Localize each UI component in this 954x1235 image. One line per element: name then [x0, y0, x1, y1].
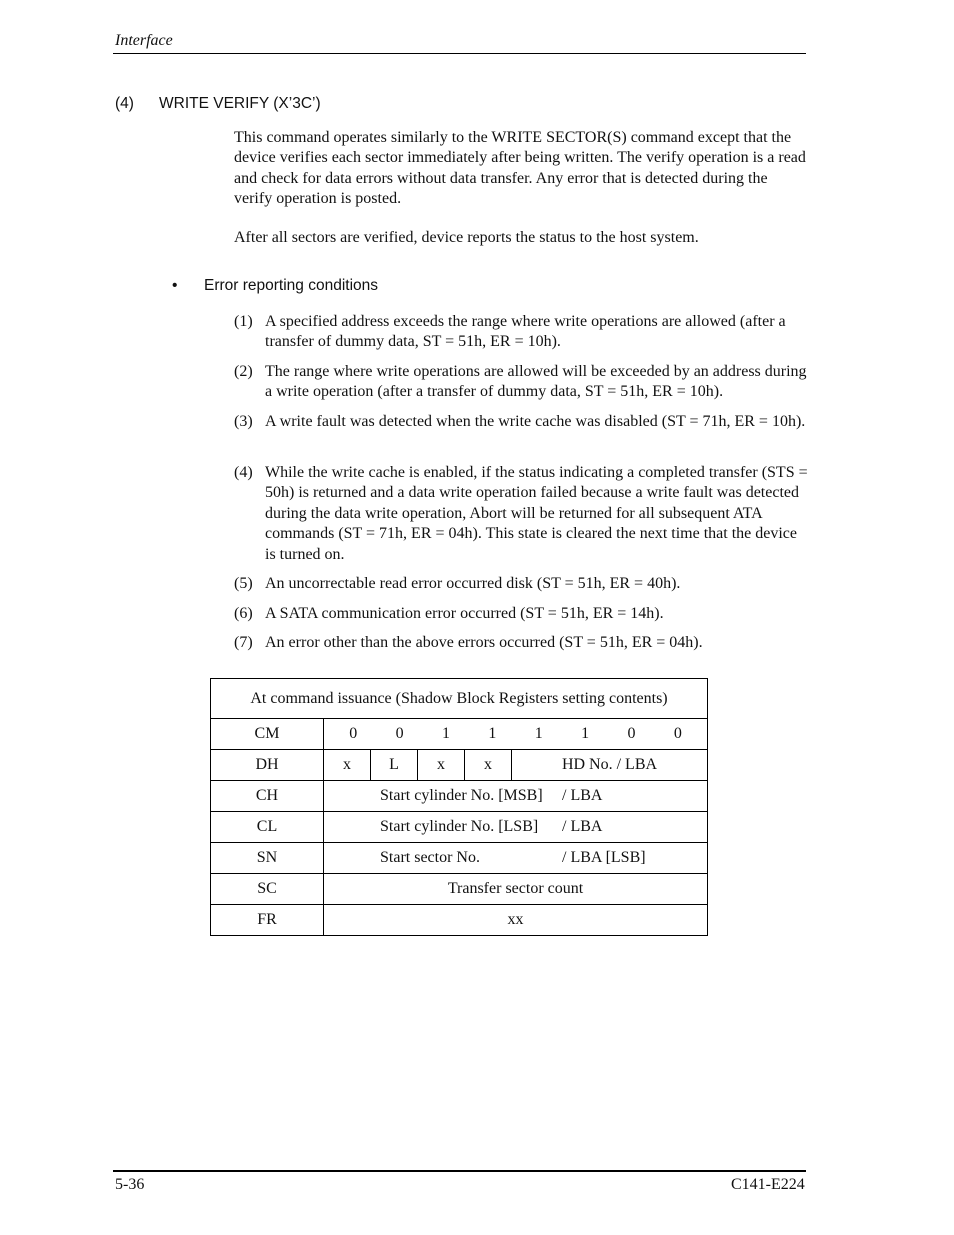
dh-bit-5: x: [418, 750, 465, 781]
condition-number: (5): [234, 575, 253, 592]
bit-1: 0: [627, 725, 636, 742]
bit-0: 0: [673, 725, 682, 742]
condition-number: (6): [234, 605, 253, 622]
bit-7: 0: [349, 725, 358, 742]
condition-text: The range where write operations are allowed will be exceeded by an address during a write operation (after a transfer of dummy data, ST = 51h, ER = 10h).: [265, 363, 807, 401]
bit-5: 1: [441, 725, 450, 742]
bit-3: 1: [534, 725, 543, 742]
sc-description: Transfer sector count: [324, 874, 708, 905]
condition-number: (1): [234, 313, 253, 330]
footer-rule: [113, 1170, 806, 1172]
status-paragraph: After all sectors are verified, device reports the status to the host system.: [234, 229, 699, 246]
condition-text: An uncorrectable read error occurred disk (ST = 51h, ER = 40h).: [265, 575, 681, 592]
description-paragraph: This command operates similarly to the WRITE SECTOR(S) command except that the device verifies each sector immediately after being written. The verify operation is a read and check for data errors without data transfer. Any error that is detected during the verify operation is posted.: [234, 129, 806, 208]
dh-head-lba: HD No. / LBA: [512, 750, 708, 781]
condition-text: A SATA communication error occurred (ST = 51h, ER = 14h).: [265, 605, 664, 622]
register-label-ch: CH: [211, 781, 324, 812]
condition-number: (4): [234, 464, 253, 481]
dh-bit-6: L: [371, 750, 418, 781]
bit-6: 0: [395, 725, 404, 742]
section-title: WRITE VERIFY (X’3C’): [159, 95, 321, 112]
register-label-dh: DH: [211, 750, 324, 781]
dh-bit-7: x: [324, 750, 371, 781]
condition-text: While the write cache is enabled, if the status indicating a completed transfer (STS = 50h) is returned and a data write operation failed because a write fault was detected during the data write operation, Abort will be returned for all subsequent ATA commands (ST = 71h, ER = 04h). This state is cleared the next time that the device is turned on.: [265, 464, 808, 563]
condition-number: (7): [234, 634, 253, 651]
bit-2: 1: [581, 725, 590, 742]
ch-description: Start cylinder No. [MSB]: [380, 787, 543, 804]
register-label-sn: SN: [211, 843, 324, 874]
document-id: C141-E224: [731, 1176, 805, 1193]
running-header: Interface: [115, 32, 173, 49]
sn-contents: [324, 843, 708, 874]
ch-contents: [324, 781, 708, 812]
condition-text: A write fault was detected when the write cache was disabled (ST = 71h, ER = 10h).: [265, 413, 806, 430]
ch-lba: / LBA: [562, 787, 603, 804]
cl-description: Start cylinder No. [LSB]: [380, 818, 539, 835]
cl-lba: / LBA: [562, 818, 603, 835]
dh-bit-4: x: [465, 750, 512, 781]
sn-lba: / LBA [LSB]: [562, 849, 646, 866]
shadow-register-table: [210, 678, 708, 936]
header-rule: [113, 53, 806, 54]
fr-description: xx: [324, 905, 708, 936]
bit-4: 1: [488, 725, 497, 742]
register-label-sc: SC: [211, 874, 324, 905]
sn-description: Start sector No.: [380, 849, 480, 866]
condition-text: A specified address exceeds the range where write operations are allowed (after a transfer of dummy data, ST = 51h, ER = 10h).: [265, 313, 786, 351]
page-number: 5-36: [115, 1176, 145, 1193]
bullet-marker: •: [172, 277, 178, 294]
section-number: (4): [115, 95, 134, 112]
error-reporting-heading: Error reporting conditions: [204, 277, 379, 294]
condition-text: An error other than the above errors occurred (ST = 51h, ER = 04h).: [265, 634, 703, 651]
register-label-cm: CM: [211, 719, 324, 750]
table-caption: At command issuance (Shadow Block Registers setting contents): [211, 679, 708, 719]
register-label-fr: FR: [211, 905, 324, 936]
condition-number: (2): [234, 363, 253, 380]
condition-number: (3): [234, 413, 253, 430]
cl-contents: [324, 812, 708, 843]
cm-bits: [324, 719, 708, 750]
register-label-cl: CL: [211, 812, 324, 843]
